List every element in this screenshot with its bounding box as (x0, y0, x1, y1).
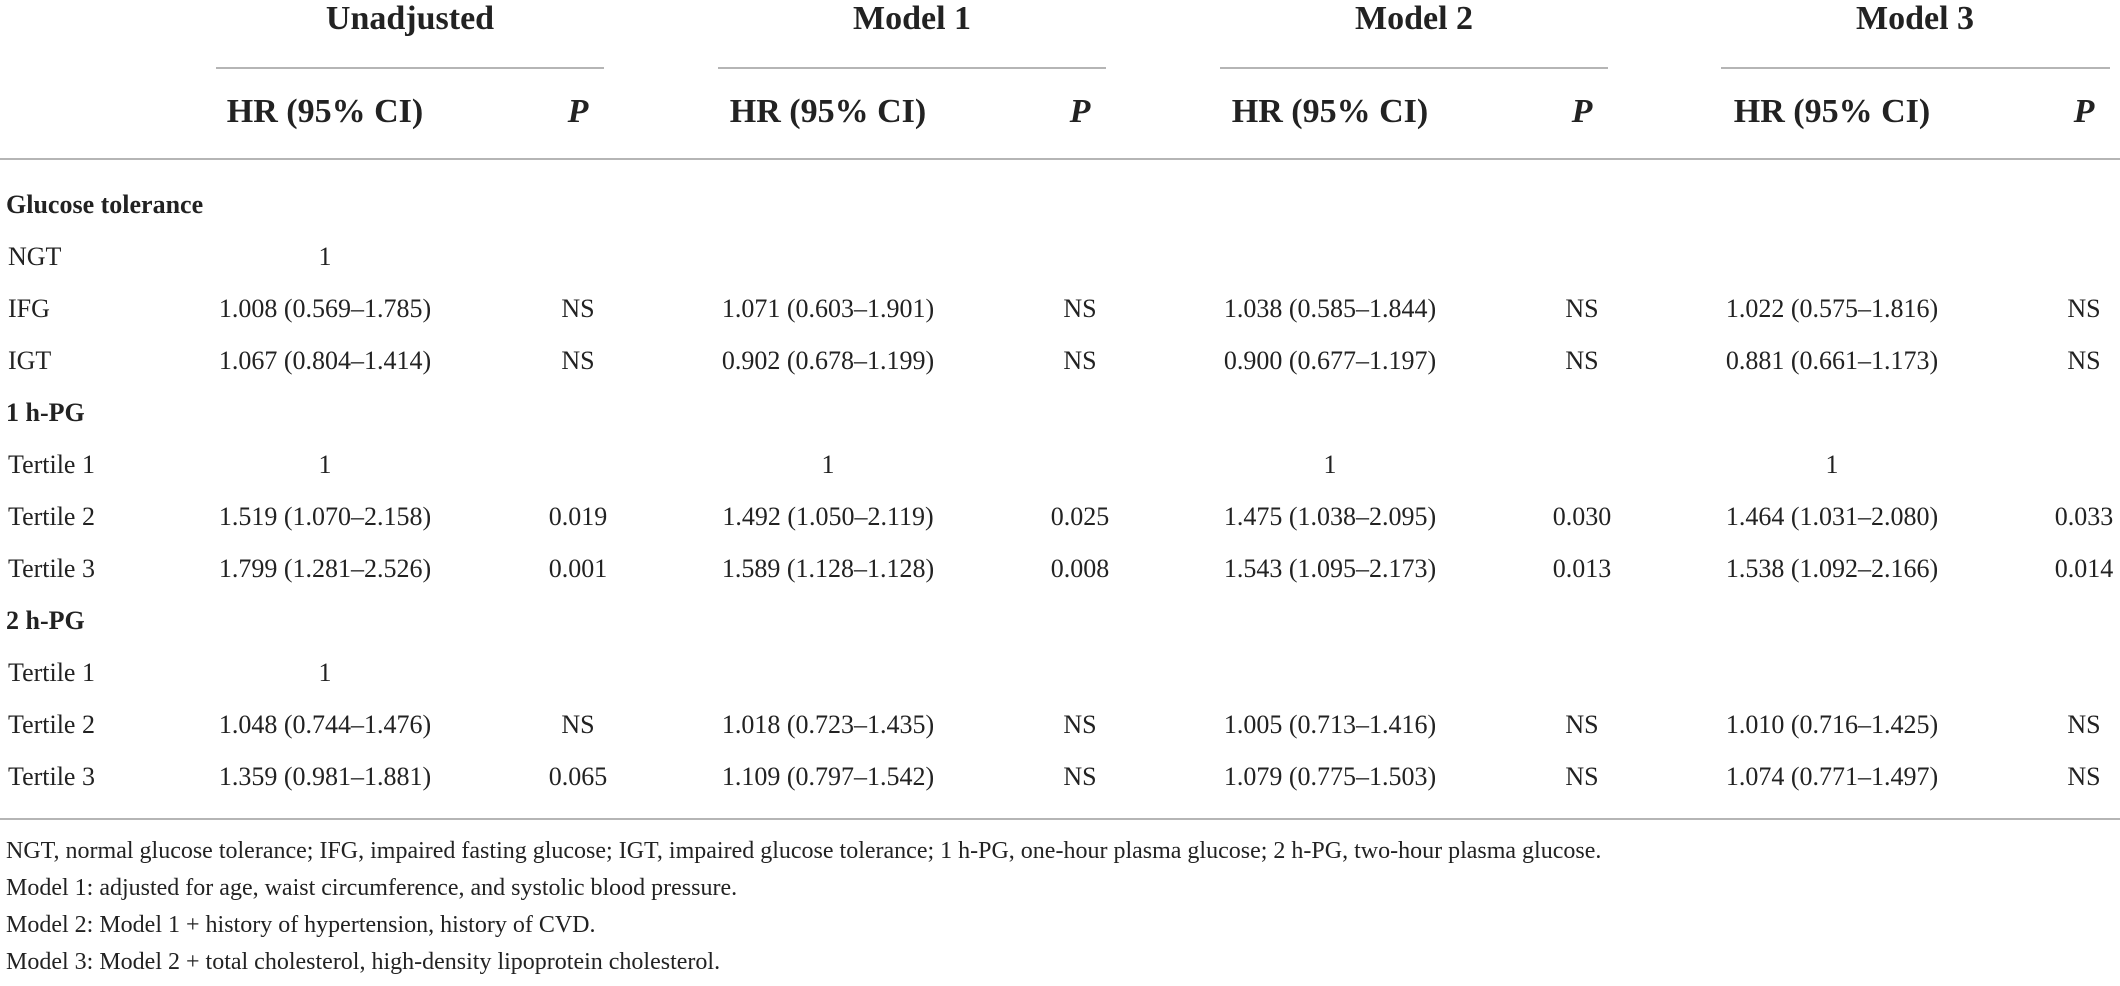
table-cell: 0.881 (0.661–1.173) (1725, 346, 1939, 375)
table-cell: NS (1565, 294, 1599, 323)
subheader-hr-ci: HR (95% CI) (1733, 93, 1931, 130)
table-cell: 1 (1323, 450, 1337, 479)
table-cell: NS (1565, 346, 1599, 375)
row-label: Tertile 3 (8, 762, 95, 791)
table-cell: 1 (318, 658, 332, 687)
header-rule (0, 158, 2120, 160)
table-cell: 1.048 (0.744–1.476) (218, 710, 432, 739)
row-label: IGT (8, 346, 52, 375)
table-cell: 0.902 (0.678–1.199) (721, 346, 935, 375)
subheader-p: P (567, 93, 589, 130)
table-cell: NS (561, 346, 595, 375)
table-cell: 0.014 (2054, 554, 2114, 583)
table-cell: NS (2067, 294, 2101, 323)
subheader-p: P (1069, 93, 1091, 130)
row-label: NGT (8, 242, 62, 271)
table-cell: 1.018 (0.723–1.435) (721, 710, 935, 739)
row-label: Tertile 1 (8, 450, 95, 479)
footnote-model-1: Model 1: adjusted for age, waist circumference, and systolic blood pressure. (6, 875, 738, 901)
table-cell: NS (2067, 762, 2101, 791)
table-cell: 1.038 (0.585–1.844) (1223, 294, 1437, 323)
section-title-glucose-tolerance: Glucose tolerance (6, 190, 204, 219)
table-cell: 1.519 (1.070–2.158) (218, 502, 432, 531)
table-cell: 1.109 (0.797–1.542) (721, 762, 935, 791)
table-cell: 0.008 (1050, 554, 1110, 583)
table-cell: 1.071 (0.603–1.901) (721, 294, 935, 323)
section-title-1h-pg: 1 h-PG (6, 398, 85, 427)
footnote-model-2: Model 2: Model 1 + history of hypertension, history of CVD. (6, 912, 596, 938)
section-title-2h-pg: 2 h-PG (6, 606, 85, 635)
row-label: Tertile 1 (8, 658, 95, 687)
table-cell: NS (1063, 294, 1097, 323)
group-underline (718, 67, 1106, 69)
table-cell: 1.543 (1.095–2.173) (1223, 554, 1437, 583)
table-cell: 0.033 (2054, 502, 2114, 531)
subheader-p: P (2073, 93, 2095, 130)
table-cell: 0.019 (548, 502, 608, 531)
table-cell: 1.067 (0.804–1.414) (218, 346, 432, 375)
table-cell: NS (1565, 710, 1599, 739)
table-cell: 1.010 (0.716–1.425) (1725, 710, 1939, 739)
group-underline (1721, 67, 2110, 69)
table-cell: NS (2067, 346, 2101, 375)
table-cell: 0.001 (548, 554, 608, 583)
table-cell: 1.538 (1.092–2.166) (1725, 554, 1939, 583)
table-cell: 1 (1825, 450, 1839, 479)
table-cell: NS (1565, 762, 1599, 791)
group-header-unadjusted: Unadjusted (325, 0, 495, 37)
table-cell: 1 (318, 242, 332, 271)
table-cell: 1 (318, 450, 332, 479)
table-cell: 1.079 (0.775–1.503) (1223, 762, 1437, 791)
footnote-model-3: Model 3: Model 2 + total cholesterol, high-density lipoprotein cholesterol. (6, 949, 721, 975)
group-underline (216, 67, 604, 69)
table-cell: NS (1063, 710, 1097, 739)
table-cell: NS (1063, 346, 1097, 375)
row-label: Tertile 3 (8, 554, 95, 583)
table-cell: 1.008 (0.569–1.785) (218, 294, 432, 323)
footnote-abbreviations: NGT, normal glucose tolerance; IFG, impaired fasting glucose; IGT, impaired glucose tolerance; 1 h-PG, one-hour plasma glucose; 2 h-PG, two-hour plasma glucose. (6, 838, 1602, 864)
table-cell: 1.475 (1.038–2.095) (1223, 502, 1437, 531)
group-header-model-2: Model 2 (1354, 0, 1474, 37)
table-cell: 1.074 (0.771–1.497) (1725, 762, 1939, 791)
table-cell: NS (2067, 710, 2101, 739)
subheader-hr-ci: HR (95% CI) (226, 93, 424, 130)
group-header-model-1: Model 1 (852, 0, 972, 37)
subheader-hr-ci: HR (95% CI) (1231, 93, 1429, 130)
table-cell: 1.022 (0.575–1.816) (1725, 294, 1939, 323)
bottom-rule (0, 818, 2120, 820)
table-cell: 0.900 (0.677–1.197) (1223, 346, 1437, 375)
table-cell: 0.025 (1050, 502, 1110, 531)
table-cell: 1.005 (0.713–1.416) (1223, 710, 1437, 739)
table-cell: 1.359 (0.981–1.881) (218, 762, 432, 791)
table-cell: NS (1063, 762, 1097, 791)
group-header-model-3: Model 3 (1855, 0, 1975, 37)
table-cell: NS (561, 710, 595, 739)
subheader-hr-ci: HR (95% CI) (729, 93, 927, 130)
subheader-p: P (1571, 93, 1593, 130)
table-cell: NS (561, 294, 595, 323)
table-cell: 1.492 (1.050–2.119) (722, 502, 934, 531)
table-cell: 0.065 (548, 762, 608, 791)
table-cell: 1.464 (1.031–2.080) (1725, 502, 1939, 531)
row-label: IFG (8, 294, 50, 323)
table-cell: 1.589 (1.128–1.128) (721, 554, 935, 583)
table-cell: 1.799 (1.281–2.526) (218, 554, 432, 583)
table-cell: 0.013 (1552, 554, 1612, 583)
table-cell: 0.030 (1552, 502, 1612, 531)
row-label: Tertile 2 (8, 502, 95, 531)
table-cell: 1 (821, 450, 835, 479)
row-label: Tertile 2 (8, 710, 95, 739)
group-underline (1220, 67, 1608, 69)
